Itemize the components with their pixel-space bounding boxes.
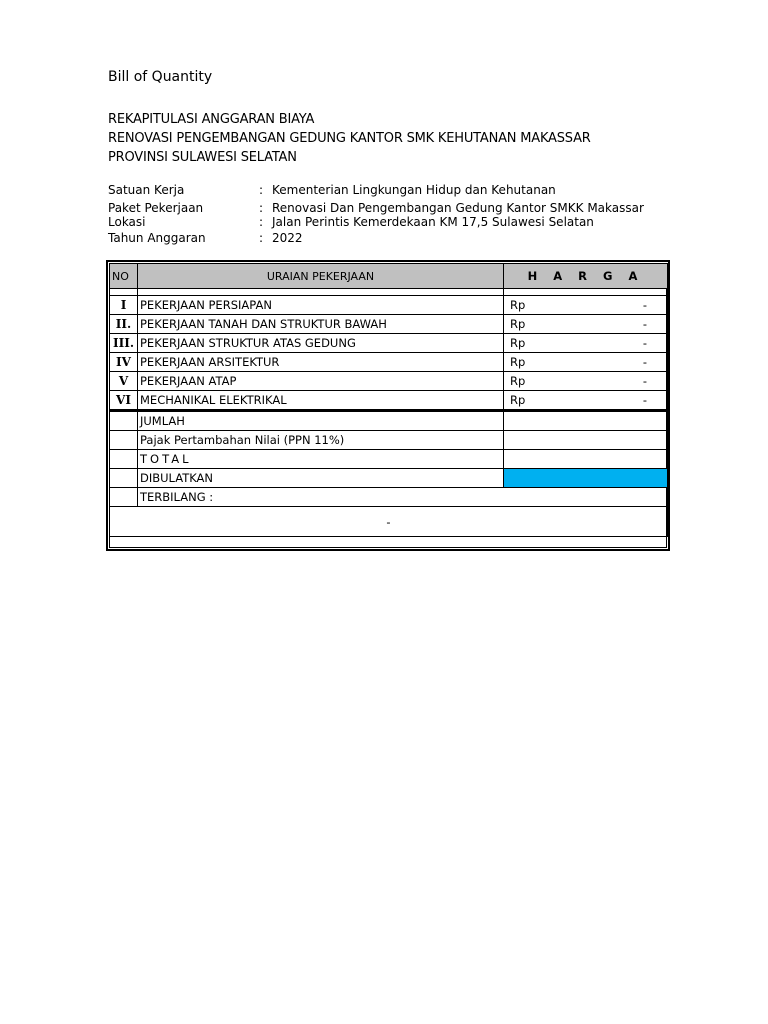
item-no: IV xyxy=(110,353,138,372)
summary-label: JUMLAH xyxy=(138,411,504,431)
terbilang-value-row xyxy=(110,507,668,537)
terbilang-value: - xyxy=(110,507,668,537)
info-colon: : xyxy=(259,183,264,197)
info-value: Kementerian Lingkungan Hidup dan Kehutanan xyxy=(272,183,556,197)
item-uraian: MECHANIKAL ELEKTRIKAL xyxy=(138,391,504,411)
header-harga: H A R G A xyxy=(504,264,668,289)
heading-line: RENOVASI PENGEMBANGAN GEDUNG KANTOR SMK KEHUTANAN MAKASSAR xyxy=(108,131,591,146)
item-no: II. xyxy=(110,315,138,334)
item-currency: Rp xyxy=(510,336,526,350)
header-uraian: URAIAN PEKERJAAN xyxy=(138,264,504,289)
item-currency: Rp xyxy=(510,298,526,312)
item-currency: Rp xyxy=(510,355,526,369)
item-harga xyxy=(504,372,668,391)
item-uraian: PEKERJAAN STRUKTUR ATAS GEDUNG xyxy=(138,334,504,353)
summary-row-dibulatkan xyxy=(110,469,668,488)
item-harga xyxy=(504,391,668,411)
summary-row-total xyxy=(110,450,668,469)
table-row xyxy=(110,353,668,372)
item-no: I xyxy=(110,296,138,315)
info-value: 2022 xyxy=(272,231,303,245)
header-no: NO xyxy=(110,264,138,289)
dibulatkan-highlight-cell xyxy=(504,469,668,488)
summary-label: TOTAL xyxy=(138,450,504,469)
heading-line: REKAPITULASI ANGGARAN BIAYA xyxy=(108,112,315,127)
summary-label: DIBULATKAN xyxy=(138,469,504,488)
info-label: Tahun Anggaran xyxy=(108,231,206,245)
table-row xyxy=(110,315,668,334)
summary-value xyxy=(504,431,668,450)
item-no: V xyxy=(110,372,138,391)
summary-row-ppn xyxy=(110,431,668,450)
summary-row-jumlah xyxy=(110,411,668,431)
spacer-row xyxy=(110,289,668,296)
item-amount: - xyxy=(642,317,647,331)
summary-label: TERBILANG : xyxy=(138,488,668,507)
item-no: VI xyxy=(110,391,138,411)
item-amount: - xyxy=(642,298,647,312)
item-currency: Rp xyxy=(510,317,526,331)
table-row xyxy=(110,391,668,411)
item-harga xyxy=(504,334,668,353)
item-uraian: PEKERJAAN ATAP xyxy=(138,372,504,391)
item-harga xyxy=(504,296,668,315)
info-label: Paket Pekerjaan xyxy=(108,201,204,215)
document-heading xyxy=(108,110,591,167)
item-currency: Rp xyxy=(510,393,526,407)
item-uraian: PEKERJAAN TANAH DAN STRUKTUR BAWAH xyxy=(138,315,504,334)
summary-value xyxy=(504,411,668,431)
info-colon: : xyxy=(259,201,264,215)
table-header-row xyxy=(110,264,668,289)
item-amount: - xyxy=(642,336,647,350)
info-value: Jalan Perintis Kemerdekaan KM 17,5 Sulawesi Selatan xyxy=(272,215,594,229)
item-harga xyxy=(504,353,668,372)
item-amount: - xyxy=(642,374,647,388)
project-info xyxy=(108,182,668,246)
document-title: Bill of Quantity xyxy=(108,69,213,85)
table-row xyxy=(110,296,668,315)
heading-line: PROVINSI SULAWESI SELATAN xyxy=(108,150,297,165)
item-uraian: PEKERJAAN ARSITEKTUR xyxy=(138,353,504,372)
info-colon: : xyxy=(259,215,264,229)
summary-label: Pajak Pertambahan Nilai (PPN 11%) xyxy=(138,431,504,450)
summary-row-terbilang xyxy=(110,488,668,507)
info-row-lokasi xyxy=(108,214,668,230)
item-harga xyxy=(504,315,668,334)
boq-table-inner-frame xyxy=(109,263,667,548)
summary-value xyxy=(504,450,668,469)
boq-table-frame xyxy=(106,260,670,551)
info-colon: : xyxy=(259,231,264,245)
item-amount: - xyxy=(642,355,647,369)
info-value: Renovasi Dan Pengembangan Gedung Kantor SMKK Makassar xyxy=(272,201,644,215)
info-row-satuan-kerja xyxy=(108,182,668,198)
table-row xyxy=(110,334,668,353)
item-uraian: PEKERJAAN PERSIAPAN xyxy=(138,296,504,315)
item-no: III. xyxy=(110,334,138,353)
info-label: Lokasi xyxy=(108,215,146,229)
table-row xyxy=(110,372,668,391)
item-amount: - xyxy=(642,393,647,407)
info-row-tahun-anggaran xyxy=(108,230,668,246)
boq-table xyxy=(109,263,668,537)
item-currency: Rp xyxy=(510,374,526,388)
info-label: Satuan Kerja xyxy=(108,183,185,197)
